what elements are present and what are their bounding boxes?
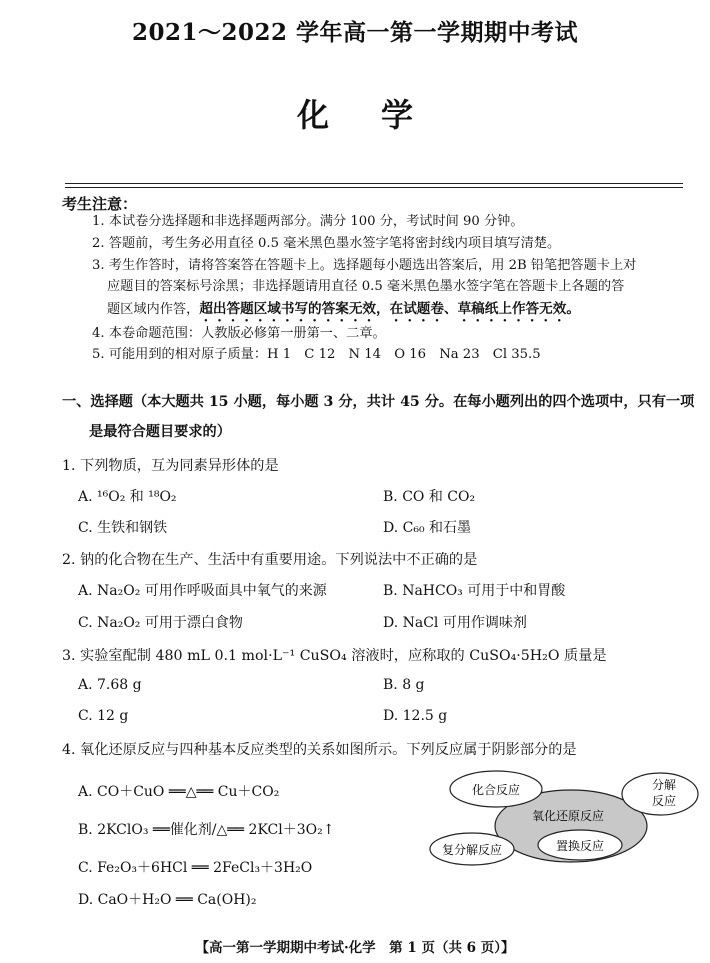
notice-emphasis: 超出答题区域书写的答案无效，在试题卷、草稿纸上作答无效。 <box>199 301 580 317</box>
question-1-option-d: D. C₆₀ 和石墨 <box>383 520 472 536</box>
diagram-label-redox: 氧化还原反应 <box>531 809 605 823</box>
section-heading-cont: 是最符合题目要求的） <box>89 424 231 440</box>
question-1-option-a: A. ¹⁶O₂ 和 ¹⁸O₂ <box>78 489 177 505</box>
question-4-option-c: C. Fe₂O₃＋6HCl ══ 2FeCl₃＋3H₂O <box>78 860 313 876</box>
question-3-option-a: A. 7.68 g <box>78 677 142 693</box>
diagram-label-substitution: 置换反应 <box>555 839 605 853</box>
notice-heading: 考生注意： <box>62 195 138 213</box>
reaction-types-diagram <box>425 768 710 868</box>
subject-title: 化学 <box>296 96 465 134</box>
question-2-stem: 2. 钠的化合物在生产、生活中有重要用途。下列说法中不正确的是 <box>62 552 478 568</box>
notice-item-1: 1. 本试卷分选择题和非选择题两部分。满分 100 分，考试时间 90 分钟。 <box>92 214 524 229</box>
question-2-option-c: C. Na₂O₂ 可用于漂白食物 <box>78 615 243 631</box>
exam-title: 2021～2022 学年高一第一学期期中考试 <box>131 19 579 46</box>
header-divider-thin <box>65 187 683 188</box>
question-1-option-c: C. 生铁和钢铁 <box>78 520 168 536</box>
section-heading: 一、选择题（本大题共 15 小题，每小题 3 分，共计 45 分。在每小题列出的四个选项中，只有一项 <box>62 394 695 410</box>
question-2-option-b: B. NaHCO₃ 可用于中和胃酸 <box>383 583 566 599</box>
question-1-option-b: B. CO 和 CO₂ <box>383 489 476 505</box>
page-footer: 【高一第一学期期中考试·化学 第 1 页（共 6 页）】 <box>195 940 515 956</box>
diagram-label-decomposition-1: 分解 <box>651 778 677 792</box>
question-4-option-d: D. CaO＋H₂O ══ Ca(OH)₂ <box>78 892 257 908</box>
question-3-option-c: C. 12 g <box>78 708 129 724</box>
question-2-option-d: D. NaCl 可用作调味剂 <box>383 615 527 631</box>
diagram-label-decomposition-2: 反应 <box>651 794 677 808</box>
notice-item-4: 4. 本卷命题范围：人教版必修第一册第一、二章。 <box>92 326 386 341</box>
notice-item-3-tail-plain: 题区域内作答， <box>107 302 200 317</box>
diagram-label-double-decomposition: 复分解反应 <box>441 843 503 857</box>
question-4-option-a: A. CO＋CuO ══△══ Cu＋CO₂ <box>78 784 280 800</box>
notice-item-5: 5. 可能用到的相对原子质量：H 1 C 12 N 14 O 16 Na 23 Cl 35.5 <box>92 347 541 362</box>
header-divider <box>65 183 683 184</box>
diagram-label-combination: 化合反应 <box>471 783 521 797</box>
question-1-stem: 1. 下列物质，互为同素异形体的是 <box>62 458 279 474</box>
question-4-option-b: B. 2KClO₃ ══催化剂/△══ 2KCl＋3O₂↑ <box>78 822 335 838</box>
question-3-option-d: D. 12.5 g <box>383 708 448 724</box>
notice-item-2: 2. 答题前，考生务必用直径 0.5 毫米黑色墨水签字笔将密封线内项目填写清楚。 <box>92 236 561 251</box>
question-4-stem: 4. 氧化还原反应与四种基本反应类型的关系如图所示。下列反应属于阴影部分的是 <box>62 742 577 758</box>
question-2-option-a: A. Na₂O₂ 可用作呼吸面具中氧气的来源 <box>78 583 327 599</box>
question-3-stem: 3. 实验室配制 480 mL 0.1 mol·L⁻¹ CuSO₄ 溶液时，应称取的 CuSO₄·5H₂O 质量是 <box>62 648 607 664</box>
notice-item-3-tail <box>107 298 580 325</box>
notice-item-3: 3. 考生作答时，请将答案答在答题卡上。选择题每小题选出答案后，用 2B 铅笔把答题卡上对 <box>92 258 637 273</box>
question-3-option-b: B. 8 g <box>383 677 425 693</box>
notice-item-3-cont: 应题目的答案标号涂黑；非选择题请用直径 0.5 毫米黑色墨水签字笔在答题卡上各题的答 <box>107 279 625 294</box>
